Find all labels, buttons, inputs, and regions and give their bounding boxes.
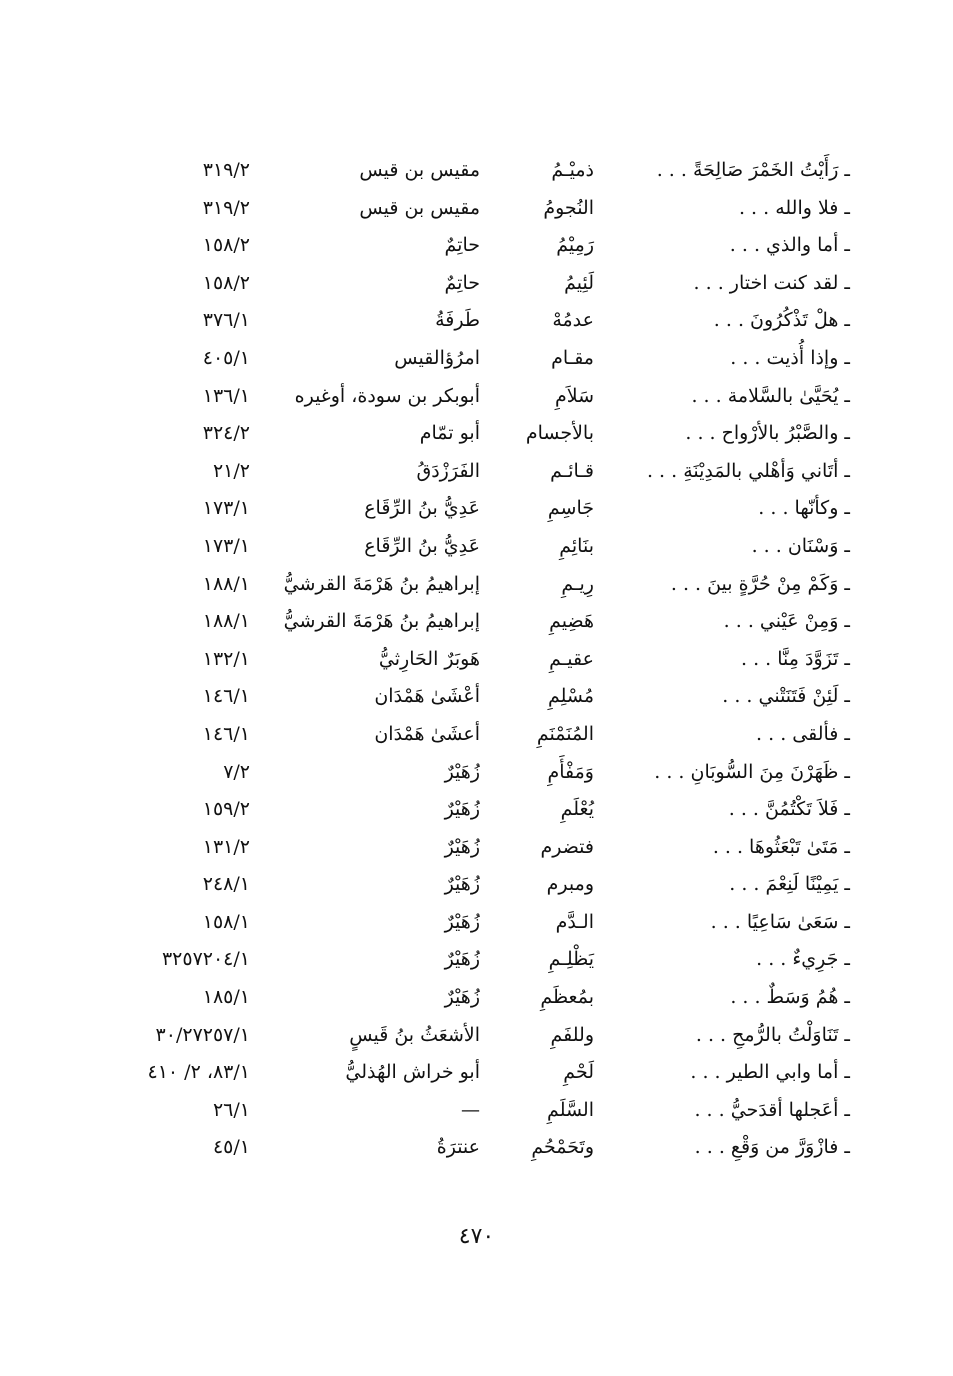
rhyme-word: ذميْـمُ [551, 159, 594, 181]
rhyme-word: قـائـم [550, 459, 594, 482]
verse-incipit: ـ وَكَمْ مِنْ حُرَّةٍ بينَ . . . [670, 572, 850, 595]
poet-name: طَرفَةُ [435, 309, 480, 332]
poet-name: زُهَيْرٌ [444, 986, 480, 1009]
rhyme-word: عقيـمِ [549, 647, 594, 670]
rhyme-word: الـدَّم [555, 910, 594, 933]
index-row [110, 678, 850, 716]
verse-incipit: ـ فلا والله . . . [738, 196, 850, 219]
poet-name: زُهَيْرٌ [444, 835, 480, 858]
page-reference: ٣٠/٢٧٢٥٧/١ [155, 1023, 250, 1046]
index-row [110, 754, 850, 792]
verse-incipit: ـ فازْوَرَّ من وَقْعِ . . . [694, 1136, 850, 1159]
index-row [110, 941, 850, 979]
poet-name: هَوبَرٌ الحَارِثيُّ [378, 647, 480, 670]
poet-name: عَدِيُّ بنُ الرِّقَاع [364, 534, 480, 557]
verse-incipit: ـ وكأنّها . . . [758, 497, 850, 520]
index-row [110, 1092, 850, 1130]
verse-index-table [110, 152, 850, 1167]
verse-incipit: ـ مَتَىٰ تَبْعَثُوهَا . . . [712, 835, 850, 858]
poet-name: مقيس بن قيس [359, 159, 480, 181]
page-reference: ٣٢٥٧٢٠٤/١ [161, 948, 250, 971]
poet-name: زُهَيْرٌ [444, 910, 480, 933]
poet-name: الأشعَثُ بنُ قَيسٍ [349, 1023, 480, 1046]
page-reference: ٢٦/١ [212, 1098, 250, 1121]
poet-name: زُهَيْرٌ [444, 798, 480, 821]
poet-name: عنترَةُ [436, 1136, 480, 1159]
page-reference: ٤٥/١ [212, 1136, 250, 1159]
page-reference: ١٨٨/١ [202, 572, 250, 595]
poet-name: أعشَىٰ هَمْدَان [374, 722, 480, 745]
page-reference: ٤٠٥/١ [202, 346, 250, 369]
index-row [110, 1054, 850, 1092]
rhyme-word: وتَحَمْحُمِ [531, 1136, 594, 1159]
rhyme-word: فتضرم [540, 835, 594, 858]
rhyme-word: النُجومُ [543, 196, 594, 219]
rhyme-word: يُعْلَمِ [560, 798, 594, 821]
page-reference: ١٥٨/١ [202, 910, 250, 933]
rhyme-word: هَضِيمِ [549, 610, 594, 633]
page-reference: ٨٣/١، ٢/ ٤١٠ [147, 1061, 250, 1084]
index-row [110, 152, 850, 190]
verse-incipit: ـ رَأَيْتُ الخَمْرَ صَالِحَةً . . . [656, 159, 850, 181]
poet-name: الفَرَزْدَقُ [416, 459, 480, 482]
poet-name: إبراهيمُ بنُ هَرْمَةَ القرشيُّ [283, 572, 480, 595]
verse-incipit: ـ يُحَيَّىٰ بالسَّلامة . . . [691, 384, 850, 407]
index-row [110, 641, 850, 679]
verse-incipit: ـ لَئِنْ فَتَنَتْني . . . [722, 685, 850, 708]
verse-incipit: ـ فَلاَ تَكْتُمُنَّ . . . [728, 798, 850, 821]
index-row [110, 378, 850, 416]
rhyme-word: وللفَمِ [550, 1023, 594, 1046]
poet-name: أبو خراش الهُذليُّ [345, 1061, 480, 1084]
index-row [110, 716, 850, 754]
rhyme-word: بنَائِمِ [559, 534, 594, 557]
index-row [110, 1129, 850, 1167]
page-reference: ٣٢٤/٢ [202, 422, 250, 445]
verse-incipit: ـ فألقى . . . [756, 722, 850, 745]
page-reference: ١٤٦/١ [202, 722, 250, 745]
index-row [110, 528, 850, 566]
page-reference: ٣١٩/٢ [202, 159, 250, 181]
verse-incipit: ـ والصَّبْرُ بالأرْواح . . . [685, 422, 850, 445]
poet-name: زُهَيْرٌ [444, 873, 480, 896]
poet-name: زُهَيْرٌ [444, 760, 480, 783]
page-reference: ١٨٨/١ [202, 610, 250, 633]
index-row [110, 603, 850, 641]
poet-name: عَدِيُّ بنُ الرِّقَاع [364, 497, 480, 520]
index-row [110, 490, 850, 528]
verse-incipit: ـ هلْ تَذْكُرُونَ . . . [713, 309, 850, 332]
rhyme-word: مقـام [551, 346, 594, 369]
page-reference: ٣٧٦/١ [202, 309, 250, 332]
page-reference: ١٥٩/٢ [202, 798, 250, 821]
verse-incipit: ـ هُمُ وَسَطٌ . . . [730, 986, 850, 1009]
rhyme-word: رِيـمِ [561, 572, 594, 595]
verse-incipit: ـ أما والذي . . . [729, 234, 850, 257]
verse-incipit: ـ ظَهَرْنَ مِنَ السُّوبَانِ . . . [654, 760, 850, 783]
page-reference: ١٥٨/٢ [202, 271, 250, 294]
page-reference: ١٣١/٢ [202, 835, 250, 858]
index-row [110, 904, 850, 942]
rhyme-word: ومبرم [546, 873, 594, 896]
verse-incipit: ـ لقد كنت اختار . . . [693, 271, 850, 294]
index-row [110, 190, 850, 228]
rhyme-word: لَئِيمُ [564, 271, 594, 294]
verse-incipit: ـ وَمِنْ عَيْني . . . [723, 610, 850, 633]
poet-name: أبو تمّام [419, 422, 480, 445]
rhyme-word: عدمُهْ [552, 309, 594, 332]
rhyme-word: مُسْلِمِ [547, 685, 594, 708]
poet-name: حاتِمٌ [444, 234, 480, 257]
poet-name: زُهَيْرٌ [444, 948, 480, 971]
page-reference: ١٣٢/١ [202, 647, 250, 670]
page-reference: ٢١/٢ [212, 459, 250, 482]
page-reference: ١٧٣/١ [202, 497, 250, 520]
page-number: ٤٧٠ [458, 1224, 495, 1249]
rhyme-word: سَلاَمِ [554, 384, 594, 407]
index-row [110, 227, 850, 265]
page-reference: ١٣٦/١ [202, 384, 250, 407]
page-reference: ٧/٢ [223, 760, 250, 783]
index-row [110, 566, 850, 604]
index-row [110, 453, 850, 491]
index-row [110, 302, 850, 340]
rhyme-word: جَاسِمِ [547, 497, 594, 520]
index-row [110, 791, 850, 829]
verse-incipit: ـ سَعَىٰ سَاعِيًا . . . [710, 910, 850, 933]
index-row [110, 1017, 850, 1055]
page-reference: ١٧٣/١ [202, 534, 250, 557]
verse-incipit: ـ أعَجلها أقدَحيُّ . . . [694, 1098, 850, 1121]
poet-name: أبوبكر بن سودة، أوغيره [294, 384, 480, 407]
index-row [110, 340, 850, 378]
rhyme-word: المُنَمْنَمِ [536, 722, 594, 745]
poet-name: — [461, 1098, 480, 1121]
page-reference: ١٨٥/١ [202, 986, 250, 1009]
index-row [110, 829, 850, 867]
verse-incipit: ـ وإذا أُذيت . . . [730, 346, 850, 369]
verse-incipit: ـ يَمِيْنًا لَنِعْمَ . . . [729, 873, 850, 896]
rhyme-word: السَّلَمِ [547, 1098, 594, 1121]
poet-name: أعْشَىٰ هَمْدَان [374, 685, 480, 708]
page-reference: ١٥٨/٢ [202, 234, 250, 257]
verse-incipit: ـ وَسْنَان . . . [751, 534, 850, 557]
index-row [110, 979, 850, 1017]
verse-incipit: ـ تَنَاوَلْتُ بالرُّمحِ . . . [695, 1023, 850, 1046]
poet-name: مقيس بن قيس [359, 196, 480, 219]
page-reference: ٢٤٨/١ [202, 873, 250, 896]
page-reference: ١٤٦/١ [202, 685, 250, 708]
verse-incipit: ـ أما وابي الطير . . . [690, 1061, 850, 1084]
rhyme-word: لَحْمِ [563, 1061, 594, 1084]
verse-incipit: ـ تَزَوَّدَ مِنَّا . . . [741, 647, 850, 670]
verse-incipit: ـ جَرِيءٌ . . . [756, 948, 850, 971]
poet-name: حاتِمٌ [444, 271, 480, 294]
rhyme-word: يَظْلِـمِ [548, 948, 594, 971]
verse-incipit: ـ أتَاني وَأهْلي بالمَدِيْنَةِ . . . [646, 459, 850, 482]
index-row [110, 415, 850, 453]
page-reference: ٣١٩/٢ [202, 196, 250, 219]
poet-name: امرُؤالقيس [394, 346, 480, 369]
rhyme-word: رَمِيْمُ [556, 234, 594, 257]
index-row [110, 265, 850, 303]
rhyme-word: بمُعظَمِ [540, 986, 594, 1009]
rhyme-word: وَمَفْأَمِ [547, 760, 594, 783]
poet-name: إبراهيمُ بنُ هَرْمَةَ القرشيُّ [283, 610, 480, 633]
index-row [110, 866, 850, 904]
rhyme-word: بالأجسام [525, 422, 594, 445]
